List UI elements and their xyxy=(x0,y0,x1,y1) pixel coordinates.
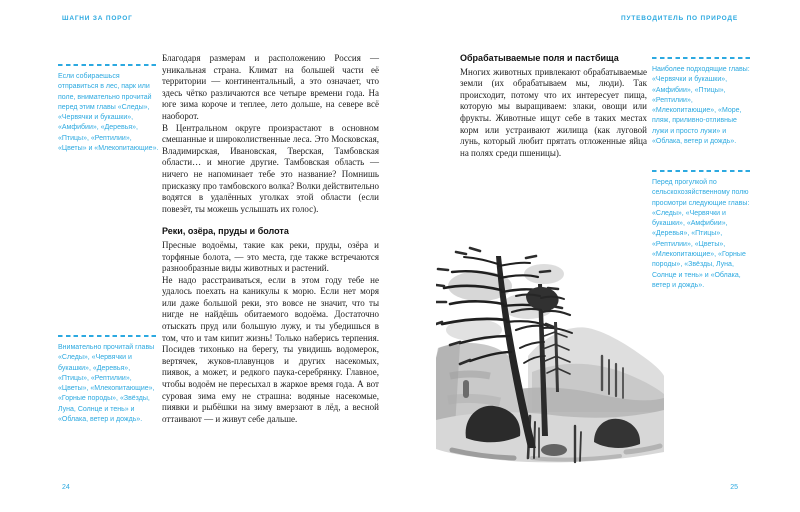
right-page-text-column xyxy=(460,53,647,159)
paragraph: Благодаря размерам и расположению Россия — уникальная страна. Климат на большей части её территории — континентальный, а это означает, что здесь чётко различаются все четыре времени года. На юге зима короче и теплее, лето дольше, на севере всё наоборот. xyxy=(162,53,379,121)
left-page-text-column xyxy=(162,53,379,425)
dashed-divider xyxy=(652,57,753,59)
paragraph: Пресные водоёмы, такие как реки, пруды, озёра и торфяные болота, — это места, где также встречаются разнообразные виды животных и растений. xyxy=(162,239,379,274)
paragraph: Не надо расстраиваться, если в этом году тебе не удалось поехать на каникулы к морю. Если нет моря или даже большой реки, это вовсе не значит, что ты нигде не найдёшь обитаемого водоёма. Достаточно отыскать пруд или большую лужу, и ты убедишься в том, что и там кипит жизнь! Только наберись терпения. Посидев тихонько на берегу, ты увидишь водомерок, вертячек, жуков-плавунцов и других насекомых, пиявок, а может, и редкого паука-серебрянку. Главное, чтобы водоём не пересыхал в жаркое время года. А вот суровая зима ему не страшна: водяные насекомые, пиявки и рыбёшки на зиму вмерзают в лёд, а весной оттаивают — и живут себе дальше. xyxy=(162,274,379,424)
dashed-divider xyxy=(58,335,159,337)
section-heading-rivers: Реки, озёра, пруды и болота xyxy=(162,226,289,237)
section-heading-fields: Обрабатываемые поля и пастбища xyxy=(460,53,619,63)
dashed-divider xyxy=(58,64,159,66)
margin-note-text: Если собираешься отправиться в лес, парк или поле, внимательно прочитай перед этим главы «Следы», «Червячки и букашки», «Амфибии», «Деревья», «Птицы», «Рептилии», «Цветы» и «Млекопитающие». xyxy=(58,73,159,153)
margin-note-water xyxy=(58,335,159,425)
dashed-divider xyxy=(652,170,753,172)
running-head-left: ШАГНИ ЗА ПОРОГ xyxy=(62,15,133,22)
paragraph: В Центральном округе произрастают в основном смешанные и широколиственные леса. Это Московская, Владимирская, Ивановская, Тверская, Тамбовская области… и многие другие. Тамбовская область — ничего не напоминает тебе это название? Помнишь присказку про тамбовского волка? Волки действительно водятся в удалённых уголках этой области (если повезёт, ты можешь услышать их голос). xyxy=(162,122,379,214)
margin-note-text: Внимательно прочитай главы «Следы», «Червячки и букашки», «Деревья», «Птицы», «Рептилии», «Цветы», «Млекопитающие», «Горные породы», «Звёзды, Луна, Солнце и тень» и «Облака, ветер и дождь». xyxy=(58,344,155,424)
ink-landscape-illustration xyxy=(436,244,664,472)
margin-note-farm-walk xyxy=(652,170,753,291)
margin-note-text: Перед прогулкой по сельскохозяйственному полю просмотри следующие главы: «Следы», «Червячки и букашки», «Амфибии», «Деревья», «Птицы», «Рептилии», «Цветы», «Млекопитающие», «Горные породы», «Звёзды, Луна, Солнце и тень» и «Облака, ветер и дождь». xyxy=(652,179,750,289)
paragraph: Многих животных привлекают обрабатываемые земли (их обрабатываем мы, люди). Так происходит, потому что их интересует пища, которую мы выращиваем: злаки, овощи или фрукты. Животные ищут себе в таких местах корм или устраивают жилища (как луговой лунь, который любит прятать отложенные яйца на полях среди пшеницы). xyxy=(460,66,647,158)
running-head-right: ПУТЕВОДИТЕЛЬ ПО ПРИРОДЕ xyxy=(621,15,738,22)
margin-note-fields-chapters xyxy=(652,57,753,147)
page-number-left: 24 xyxy=(62,484,70,491)
page-number-right: 25 xyxy=(730,484,738,491)
margin-note-forest xyxy=(58,64,159,154)
margin-note-text: Наиболее подходящие главы: «Червячки и букашки», «Амфибии», «Птицы», «Рептилии», «Млекопитающие», «Море, пляж, приливно-отливные лужи и просто лужи» и «Облака, ветер и дождь». xyxy=(652,66,750,146)
